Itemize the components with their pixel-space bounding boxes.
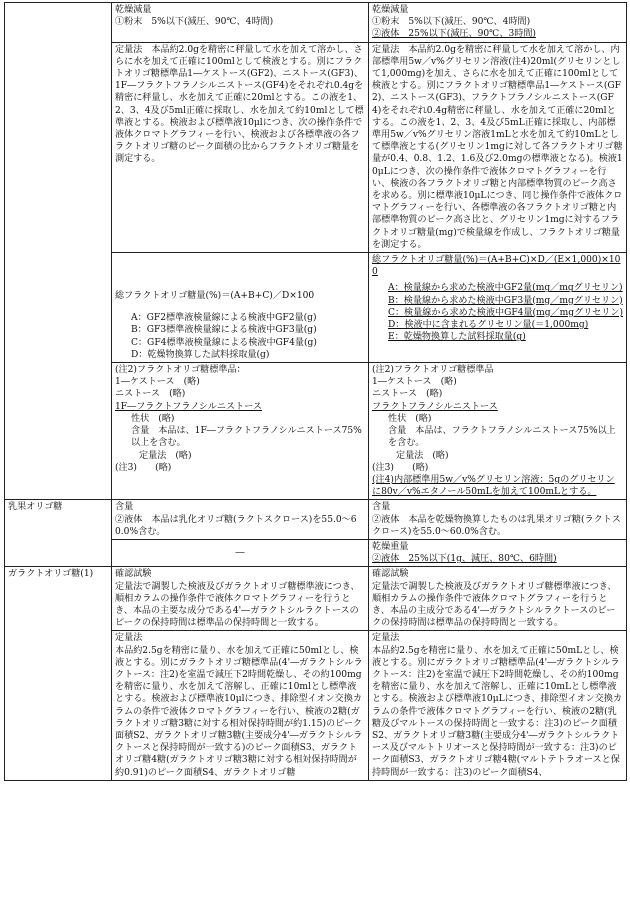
heading: 乾燥減量 [372,5,409,15]
paragraph: 定量法で調製した検液及びガラクトオリゴ糖標準液につき、順相カラムの操作条件で液体クロマトグラフィーを行うとき、本品の主成分である4'―ガラクトシルラクトースのピークの保持時間は標準品の保持時間と一致する。 [372,581,617,629]
formula-item: D：検液中に含まれるグリセリン量(＝1,000mg) [388,320,589,331]
new-cell [369,253,627,363]
note: フラクトフラノシルニストース [372,401,498,412]
blank [115,254,365,290]
formula-item: A：検量線から求めた検液中GF2量(mg／mgグリセリン) [388,283,623,294]
note: 性状 (略) [131,413,175,424]
text-line: ②液体 本品は乳化オリゴ糖(ラクトスクロース)を55.0～60.0%含む。 [115,514,357,537]
heading: 乾燥重量 [372,541,409,552]
old-cell [112,3,369,43]
formula-item: D：乾燥物換算した試料採取量(g) [131,349,270,360]
heading: 定量法 [372,633,400,644]
heading: 定量法 [115,633,143,644]
note: (注3) (略) [115,462,172,473]
new-cell [369,539,627,566]
note: 1F―フラクトフラノシルニストース [115,401,262,412]
note: 定量法 (略) [396,450,449,461]
formula: 総フラクトオリゴ糖量(%)＝(A+B+C)／D×100 [115,291,315,302]
heading: 含量 [372,502,391,513]
new-cell [369,567,627,631]
formula-item: B：GF3標準液検量線による検液中GF3量(g) [131,325,317,336]
note: (注2)フラクトオリゴ糖標準品 [372,365,494,376]
note: (注4)内部標準用5w／v%グリセリン溶液：5gのグリセリンに80v／v%エタノール50mLを加えて100mLとする。 [372,474,615,498]
paragraph: 定量法 本品約2.0gを精密に秤量して水を加えて溶かし、さらに水を加えて正確に100mlとして検液とする。別にフラクトオリゴ糖標準品1―ケストース(GF2)、ニストース(GF3)、1F―フラクトフラノシルニストース(GF4)をそれぞれ0.4gを精密に秤量し、水を加えて正確に20mlとする。この液を1、2、3、4及び5ml正確に採取し、水を加えて約10mlとして標準液とする。検液および標準液10μlにつき、次の操作条件で液体クロマトグラフィーを行い、検液および各標準液の各フラクトオリゴ糖のピーク面積の比からフラクトオリゴ糖量を測定する。 [115,44,364,165]
formula-item: C：検量線から求めた検液中GF4量(mg／mgグリセリン) [388,307,623,318]
heading: 乾燥減量 [115,5,152,15]
text-line: ①粉末 5%以下(減圧、90℃、4時間) [115,17,274,28]
new-cell [369,3,627,43]
item-name-cell [5,500,112,567]
formula-item: C：GF4標準液検量線による検液中GF4量(g) [131,337,317,348]
note: (注2)フラクトオリゴ糖標準品： [115,365,246,376]
item-name: 乳果オリゴ糖 [8,502,63,513]
table-row [5,567,627,631]
new-cell [369,500,627,540]
formula-item: B：検量線から求めた検液中GF3量(mg／mgグリセリン) [388,295,623,306]
note: 定量法 (略) [139,450,192,461]
text-line: ②液体 本品を乾燥物換算したものは乳果オリゴ糖(ラクトスクロース)を55.0～60.0%含む。 [372,514,621,537]
heading: 含量 [115,502,134,513]
note: ニストース (略) [115,389,186,400]
old-cell [112,631,369,780]
old-cell [112,253,369,363]
new-cell [369,42,627,252]
note: 含量 本品は、1F―フラクトフラノシルニストース75%以上を含む。 [131,426,362,449]
item-name: ガラクトオリゴ糖(1) [8,569,94,580]
old-cell [112,500,369,540]
note: 性状 (略) [388,413,432,424]
paragraph: 定量法 本品約2.0gを精密に秤量して水を加えて溶かし、内部標準用5w／v%グリセリン溶液(注4)20ml(グリセリンとして1,000mg)を加え、さらに水を加えて正確に100mlとして検液とする。別にフラクトオリゴ糖標準品1―ケストース(GF2)、ニストース(GF3)、フラクトフラノシルニストース(GF4)をそれぞれ0.4g精密に秤量し、水を加えて正確に20mlとする。この液を1、2、3、4及び5mL正確に採取し、内部標準用5w／v%グリセリン溶液1mLと水を加えて約10mLとして標準液とする(グリセリン1mgに対して各フラクトオリゴ糖量が0.4、0.8、1.2、1.6及び2.0mgの標準液となる)。検液10μLにつき、次の操作条件で液体クロマトグラフィーを行い、検液の各フラクトオリゴ糖と内部標準物質のピーク高さを求める。別に標準液10μLにつき、同じ操作条件で液体クロマトグラフィーを行い、各標準液の各フラクトオリゴ糖と内部標準物質のピーク高さ比と、グリセリン1mgに対するフラクトオリゴ糖量(mg)で検量線を作成し、フラクトオリゴ糖量を測定する。 [372,44,623,250]
note: 1―ケストース (略) [372,377,457,388]
new-cell [369,363,627,500]
heading: 確認試験 [372,569,409,580]
text-line: ①粉末 5%以下(減圧、90℃、4時間) [372,17,531,28]
old-cell [112,363,369,500]
formula-item: A：GF2標準液検量線による検液中GF2量(g) [131,313,317,324]
text-line: ②液体 25%以下(1g、減圧、80℃、6時間) [372,554,557,565]
table-row [5,3,627,43]
dash: ― [235,548,245,559]
paragraph: 本品約2.5gを精密に量り、水を加えて正確に50mLとし、検液とする。別にガラクトオリゴ糖標準品(4'―ガラクトシルラクトース：注2)を室温で減圧下2時間乾燥し、その約100mgを精密に量り、水を加えて溶解し、正確に10mLとし標準液とする。検液および標準液10μLにつき、排除型イオン交換カラムの条件で液体クロマトグラフィーを行い、検液の2糖(乳糖及びマルトースの保持時間と一致する：注3)のピーク面積S2、ガラクトオリゴ糖3糖(主要成分4'―ガラクトシルラクトース及びマルトトリオースと保持時間が一致する：注3)のピーク面積S3、ガラクトオリゴ糖4糖(マルトテトラオースと保持時間が一致する：注3)のピーク面積S4、 [372,645,623,778]
text-line: ②液体 25%以下(減圧、90℃、3時間) [372,29,536,40]
comparison-table [4,2,627,781]
table-row [5,500,627,540]
note: ニストース (略) [372,389,443,400]
paragraph: 定量法で調製した検液及びガラクトオリゴ糖標準液につき、順相カラムの操作条件で液体クロマトグラフィーを行うとき、本品の主要な成分である4'―ガラクトシルラクトースのピークの保持時間は標準品の保持時間と一致する。 [115,581,360,629]
old-cell [112,42,369,252]
old-cell [112,539,369,566]
note: 1―ケストース (略) [115,377,200,388]
note: (注3) (略) [372,462,429,473]
note: 含量 本品は、フラクトフラノシルニストース75%以上を含む。 [388,426,616,449]
formula: 総フラクトオリゴ糖量(%)＝(A+B+C)×D／(E×1,000)×100 [372,255,621,278]
heading: 確認試験 [115,569,152,580]
new-cell [369,631,627,780]
item-name-cell [5,567,112,780]
item-name-cell [5,3,112,500]
old-cell [112,567,369,631]
paragraph: 本品約2.5gを精密に量り、水を加えて正確に50mlとし、検液とする。別にガラクトオリゴ糖標準品(4'―ガラクトシルラクトース：注2)を室温で減圧下2時間乾燥し、その約100mgを精密に量り、水を加えて溶解し、正確に10mlとし標準液とする。検液および標準液10μlにつき、排除型イオン交換カラムの条件で液体クロマトグラフィーを行い、検液の2糖(ガラクトオリゴ糖3糖に対する相対保持時間が約1.15)のピーク面積S2、ガラクトオリゴ糖3糖(主要成分4'―ガラクトシルラクトースと保持時間が一致する)のピーク面積S3、ガラクトオリゴ糖4糖(ガラクトオリゴ糖3糖に対する相対保持時間が約0.91)のピーク面積S4、ガラクトオリゴ糖 [115,645,363,778]
formula-item: E：乾燥物換算した試料採取量(g) [388,332,526,343]
